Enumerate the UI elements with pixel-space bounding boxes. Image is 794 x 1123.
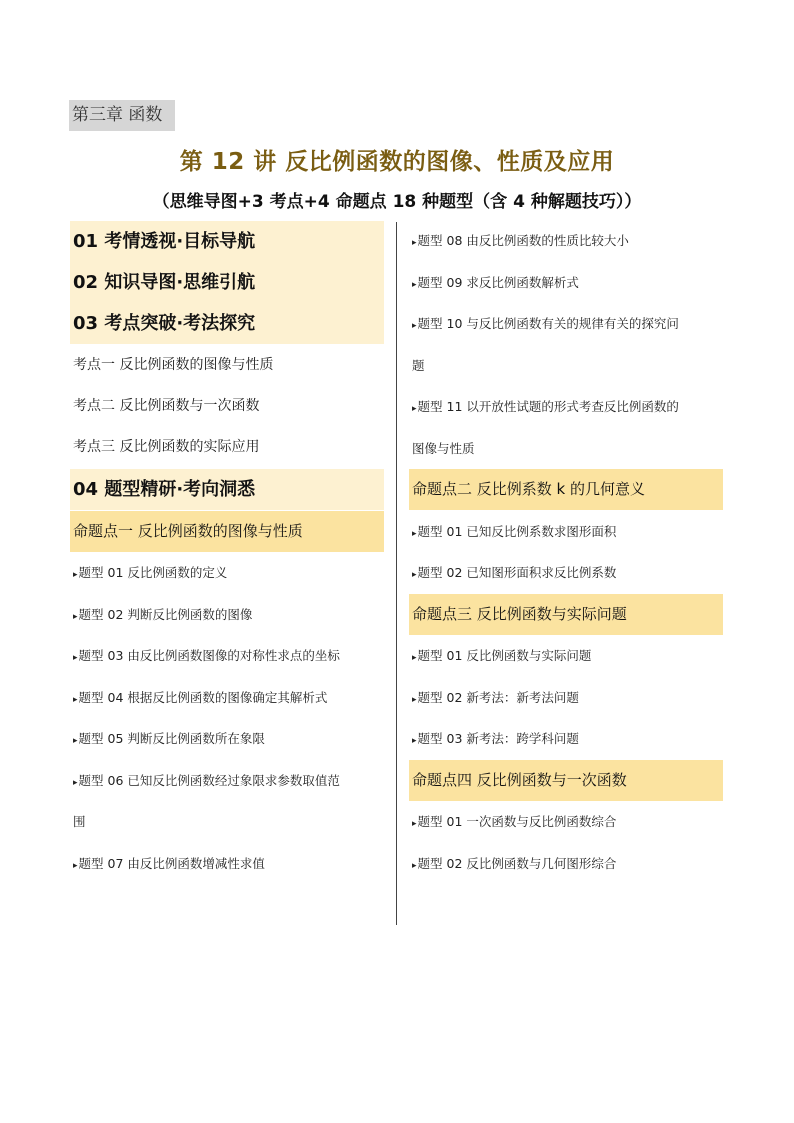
bullet-arrow-icon: ▸ (73, 570, 78, 580)
list-item[interactable]: ▸题型 08 由反比例函数的性质比较大小 (412, 233, 629, 248)
bullet-arrow-icon: ▸ (412, 819, 417, 829)
mingti-2[interactable]: 命题点二 反比例系数 k 的几何意义 (409, 469, 723, 510)
bullet-arrow-icon: ▸ (412, 861, 417, 871)
list-item[interactable]: ▸题型 03 由反比例函数图像的对称性求点的坐标 (73, 648, 340, 663)
list-item[interactable]: ▸题型 09 求反比例函数解析式 (412, 275, 579, 290)
bullet-arrow-icon: ▸ (73, 612, 78, 622)
section-01[interactable]: 01 考情透视·目标导航 (70, 221, 384, 262)
list-item[interactable]: ▸题型 06 已知反比例函数经过象限求参数取值范 (73, 773, 340, 788)
mingti-1[interactable]: 命题点一 反比例函数的图像与性质 (70, 511, 384, 552)
section-04[interactable]: 04 题型精研·考向洞悉 (70, 469, 384, 510)
chapter-tag: 第三章 函数 (69, 100, 175, 131)
kaodian-2[interactable]: 考点二 反比例函数与一次函数 (73, 398, 260, 414)
kaodian-1[interactable]: 考点一 反比例函数的图像与性质 (73, 357, 274, 373)
list-item[interactable]: ▸题型 11 以开放性试题的形式考查反比例函数的 (412, 399, 679, 414)
list-item[interactable]: ▸题型 01 一次函数与反比例函数综合 (412, 814, 617, 829)
section-03[interactable]: 03 考点突破·考法探究 (70, 303, 384, 344)
bullet-arrow-icon: ▸ (73, 861, 78, 871)
list-item-continued: 图像与性质 (412, 441, 475, 456)
mingti-3[interactable]: 命题点三 反比例函数与实际问题 (409, 594, 723, 635)
list-item-continued: 围 (73, 814, 86, 829)
bullet-arrow-icon: ▸ (73, 778, 78, 788)
kaodian-3[interactable]: 考点三 反比例函数的实际应用 (73, 439, 260, 455)
list-item[interactable]: ▸题型 03 新考法：跨学科问题 (412, 731, 579, 746)
page-title: 第 12 讲 反比例函数的图像、性质及应用 (179, 149, 615, 175)
list-item[interactable]: ▸题型 04 根据反比例函数的图像确定其解析式 (73, 690, 328, 705)
bullet-arrow-icon: ▸ (412, 736, 417, 746)
bullet-arrow-icon: ▸ (73, 736, 78, 746)
bullet-arrow-icon: ▸ (73, 653, 78, 663)
bullet-arrow-icon: ▸ (412, 529, 417, 539)
bullet-arrow-icon: ▸ (412, 570, 417, 580)
bullet-arrow-icon: ▸ (412, 695, 417, 705)
bullet-arrow-icon: ▸ (412, 280, 417, 290)
bullet-arrow-icon: ▸ (73, 695, 78, 705)
list-item[interactable]: ▸题型 07 由反比例函数增减性求值 (73, 856, 265, 871)
list-item[interactable]: ▸题型 10 与反比例函数有关的规律有关的探究问 (412, 316, 679, 331)
column-divider (396, 222, 397, 925)
list-item[interactable]: ▸题型 01 反比例函数的定义 (73, 565, 228, 580)
list-item[interactable]: ▸题型 05 判断反比例函数所在象限 (73, 731, 265, 746)
bullet-arrow-icon: ▸ (412, 404, 417, 414)
list-item-continued: 题 (412, 358, 425, 373)
list-item[interactable]: ▸题型 02 判断反比例函数的图像 (73, 607, 253, 622)
mingti-4[interactable]: 命题点四 反比例函数与一次函数 (409, 760, 723, 801)
page-subtitle: （思维导图+3 考点+4 命题点 18 种题型（含 4 种解题技巧）） (152, 192, 642, 212)
bullet-arrow-icon: ▸ (412, 238, 417, 248)
section-02[interactable]: 02 知识导图·思维引航 (70, 262, 384, 303)
list-item[interactable]: ▸题型 02 已知图形面积求反比例系数 (412, 565, 617, 580)
bullet-arrow-icon: ▸ (412, 321, 417, 331)
list-item[interactable]: ▸题型 02 新考法：新考法问题 (412, 690, 579, 705)
list-item[interactable]: ▸题型 01 反比例函数与实际问题 (412, 648, 592, 663)
list-item[interactable]: ▸题型 01 已知反比例系数求图形面积 (412, 524, 617, 539)
list-item[interactable]: ▸题型 02 反比例函数与几何图形综合 (412, 856, 617, 871)
bullet-arrow-icon: ▸ (412, 653, 417, 663)
